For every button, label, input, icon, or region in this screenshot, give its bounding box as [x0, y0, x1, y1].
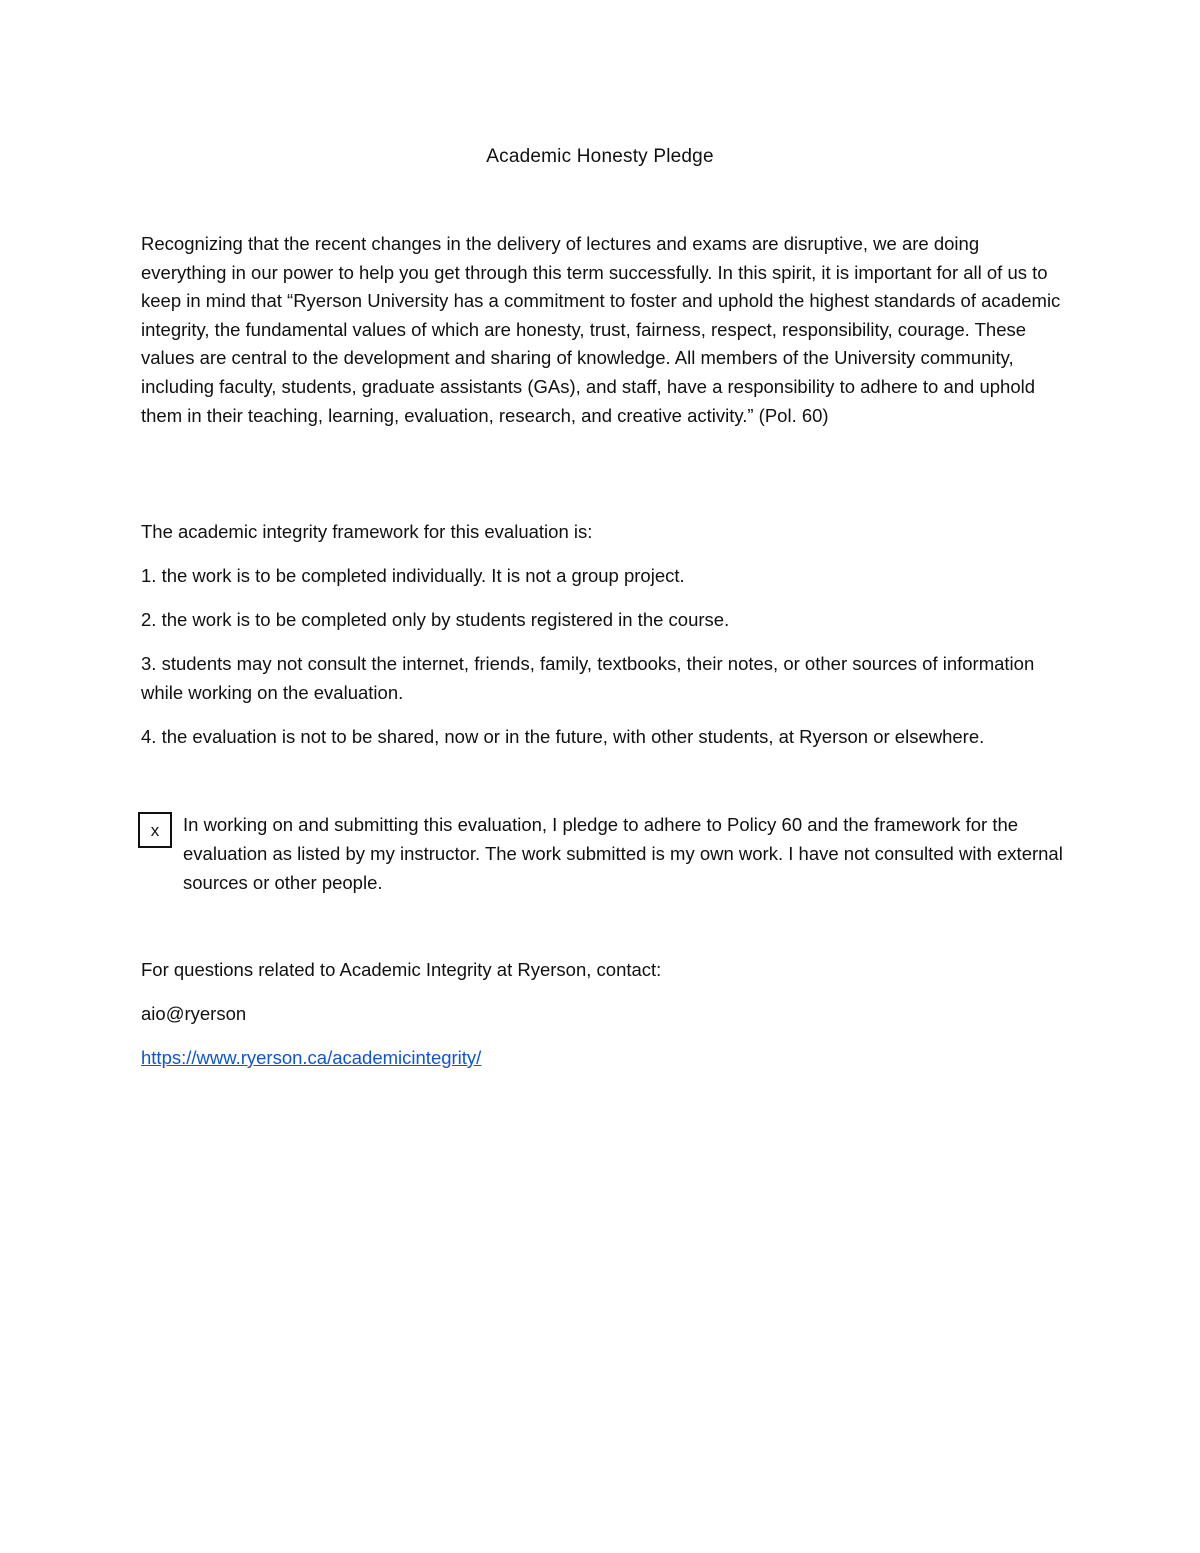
pledge-statement: In working on and submitting this evaluation, I pledge to adhere to Policy 60 and the framework for the evaluation as listed by my instructor. The work submitted is my own work. I have not consulted with external sources or other people.: [183, 814, 1063, 893]
framework-item-4: 4. the evaluation is not to be shared, now or in the future, with other students, at Ryerson or elsewhere.: [141, 726, 985, 747]
framework-heading: The academic integrity framework for this evaluation is:: [141, 521, 593, 542]
intro-paragraph: Recognizing that the recent changes in the delivery of lectures and exams are disruptive, we are doing everything in our power to help you get through this term successfully. In this spirit, it is important for all of us to keep in mind that “Ryerson University has a commitment to foster and uphold the highest standards of academic integrity, the fundamental values of which are honesty, trust, fairness, respect, responsibility, courage. These values are central to the development and sharing of knowledge. All members of the University community, including faculty, students, graduate assistants (GAs), and staff, have a responsibility to adhere to and uphold them in their teaching, learning, evaluation, research, and creative activity.” (Pol. 60): [141, 233, 1061, 426]
document-title: Academic Honesty Pledge: [486, 146, 714, 167]
pledge-checkbox[interactable]: [138, 812, 172, 848]
framework-item-2: 2. the work is to be completed only by students registered in the course.: [141, 609, 730, 630]
contact-email: aio@ryerson: [141, 1003, 247, 1024]
framework-item-3: 3. students may not consult the internet, friends, family, textbooks, their notes, or other sources of information while working on the evaluation.: [141, 653, 1035, 703]
contact-heading: For questions related to Academic Integrity at Ryerson, contact:: [141, 959, 662, 980]
framework-item-1: 1. the work is to be completed individually. It is not a group project.: [141, 565, 685, 586]
pledge-checkbox-mark: x: [150, 820, 160, 840]
academic-integrity-link[interactable]: https://www.ryerson.ca/academicintegrity/: [141, 1047, 482, 1068]
